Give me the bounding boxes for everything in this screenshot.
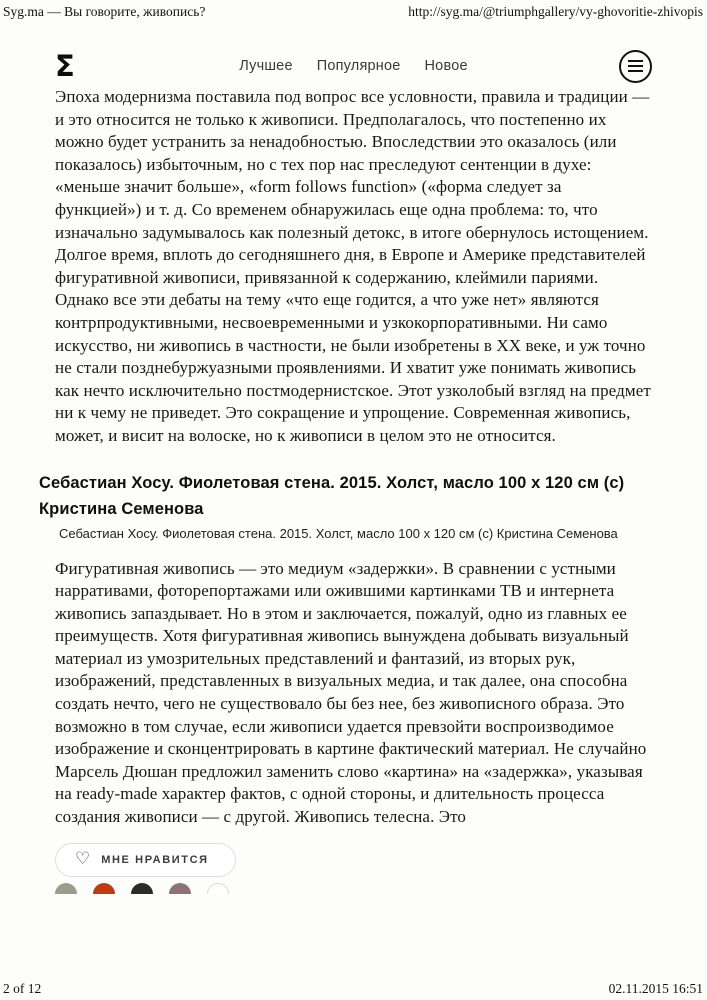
hamburger-menu-icon[interactable] <box>619 50 652 83</box>
image-caption-heading: Себастиан Хосу. Фиолетовая стена. 2015. Холст, масло 100 x 120 см (с) Кристина Семенова <box>39 473 625 518</box>
nav-item-best[interactable]: Лучшее <box>239 58 293 74</box>
liker-avatar[interactable] <box>169 883 191 894</box>
nav-item-popular[interactable]: Популярное <box>316 58 401 74</box>
liker-avatar[interactable] <box>93 883 115 894</box>
sygma-logo[interactable]: Σ <box>55 48 75 83</box>
liker-avatar[interactable] <box>207 883 229 894</box>
hamburger-line <box>628 70 643 72</box>
hamburger-line <box>628 65 643 67</box>
hamburger-line <box>628 60 643 62</box>
liker-avatar[interactable] <box>55 883 77 894</box>
print-footer <box>3 981 703 997</box>
nav-item-new[interactable]: Новое <box>424 58 468 74</box>
article-paragraph-1: Эпоха модернизма поставила под вопрос все условности, правила и традиции — и это относится не только к живописи. Предполагалось, что постепенно их можно будет устранить за ненадобностью. Впоследствии это оказалось (или показалось) избыточным, но с тех пор нас преследуют сентенции в духе: «меньше значит больше», «form follows function» («форма следует за функцией») и т. д. Со временем обнаружилась еще одна проблема: то, что изначально задумывалось как полезный детокс, в итоге обернулось истощением. Долгое время, вплоть до сегодняшнего дня, в Европе и Америке представителей фигуративной живописи, привязанной к содержанию, клеймили париями. Однако все эти дебаты на тему «что еще годится, а что уже нет» являются контрпродуктивными, несвоевременными и узкокорпоративными. Ни само искусство, ни живопись в частности, не были изобретены в XX веке, и уж точно не стали позднебуржуазными проявлениями. И хватит уже понимать живопись как нечто исключительно постмодернистское. Этот узколобый взгляд на предмет ни к чему не приведет. Это сокращение и упрощение. Современная живопись, может, и висит на волоске, но к живописи в целом это не относится. <box>55 87 651 445</box>
heart-outline-icon: ♡ <box>75 849 91 870</box>
image-caption-small: Себастиан Хосу. Фиолетовая стена. 2015. Холст, масло 100 x 120 см (с) Кристина Семенова <box>59 525 618 541</box>
like-button[interactable] <box>55 843 236 877</box>
article-paragraph-2: Фигуративная живопись — это медиум «задержки». В сравнении с устными нарративами, фоторепортажами или ожившими картинками ТВ и интернета живопись запаздывает. Но в этом и заключается, пожалуй, одно из главных ее преимуществ. Хотя фигуративная живопись вынуждена добывать визуальный материал из умозрительных представлений и фантазий, из вторых рук, изображений, представленных в визуальных медиа, и так далее, она способна создать нечто, чего не существовало бы без нее, без живописного образа. Это возможно в том случае, если живописи удается превзойти воспроизводимое изображение и сконцентрировать в картине фактический материал. Не случайно Марсель Дюшан предложил заменить слово «картина» на «задержка», указывая на ready-made характер фактов, с одной стороны, и длительность процесса создания живописи — с другой. Живопись телесна. Это <box>55 558 647 827</box>
likers-row <box>55 883 652 894</box>
main-nav <box>239 58 467 74</box>
site-header <box>55 48 652 84</box>
print-footer-page: 2 of 12 <box>3 981 42 996</box>
liker-avatar[interactable] <box>131 883 153 894</box>
print-header-title: Syg.ma — Вы говорите, живопись? <box>3 4 206 19</box>
print-footer-datetime: 02.11.2015 16:51 <box>608 981 703 996</box>
like-button-label: МНЕ НРАВИТСЯ <box>101 853 209 866</box>
print-header-url: http://syg.ma/@triumphgallery/vy-ghovoritie-zhivopis <box>408 4 703 19</box>
page-content <box>39 0 652 894</box>
